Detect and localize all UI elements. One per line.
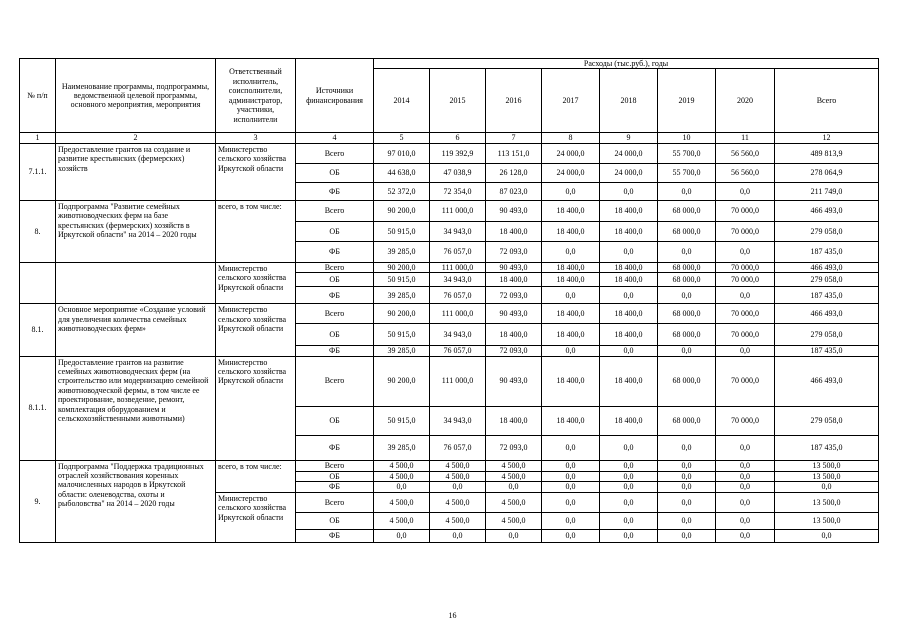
- amount-cell: 111 000,0: [430, 356, 486, 406]
- amount-cell: 44 638,0: [374, 163, 430, 182]
- header-no: № п/п: [20, 59, 56, 133]
- amount-cell: 111 000,0: [430, 262, 486, 272]
- col-number: 10: [658, 133, 716, 143]
- funding-source: ФБ: [296, 287, 374, 304]
- total-cell: 466 493,0: [775, 304, 879, 324]
- column-numbers-row: [20, 133, 879, 143]
- amount-cell: 76 057,0: [430, 346, 486, 356]
- amount-cell: 0,0: [542, 287, 600, 304]
- amount-cell: 34 943,0: [430, 221, 486, 241]
- total-cell: 279 058,0: [775, 324, 879, 346]
- amount-cell: 0,0: [542, 460, 600, 471]
- amount-cell: 0,0: [716, 460, 775, 471]
- amount-cell: 0,0: [542, 471, 600, 481]
- table-row: [20, 356, 879, 406]
- header-source: Источники финансирования: [296, 59, 374, 133]
- program-name: [56, 262, 216, 303]
- funding-source: ОБ: [296, 471, 374, 481]
- table-row: [20, 262, 879, 272]
- amount-cell: 4 500,0: [374, 460, 430, 471]
- funding-source: ОБ: [296, 513, 374, 530]
- amount-cell: 0,0: [716, 530, 775, 543]
- amount-cell: 76 057,0: [430, 241, 486, 262]
- program-name: Предоставление грантов на развитие семейных животноводческих ферм (на строительство или модернизацию семейной животноводческой фермы, в том числе ее проектирование, возведение, ремонт, комплектация оборудованием и сельскохозяйственными животными): [56, 356, 216, 460]
- total-cell: 466 493,0: [775, 200, 879, 221]
- col-number: 7: [486, 133, 542, 143]
- amount-cell: 4 500,0: [430, 471, 486, 481]
- header-year: 2019: [658, 69, 716, 133]
- amount-cell: 18 400,0: [600, 356, 658, 406]
- total-cell: 211 749,0: [775, 182, 879, 200]
- executor: Министерство сельского хозяйства Иркутской области: [216, 493, 296, 543]
- amount-cell: 18 400,0: [600, 262, 658, 272]
- amount-cell: 0,0: [430, 482, 486, 493]
- budget-table: [19, 58, 879, 543]
- amount-cell: 90 200,0: [374, 200, 430, 221]
- total-cell: 187 435,0: [775, 241, 879, 262]
- amount-cell: 18 400,0: [486, 406, 542, 435]
- col-number: 8: [542, 133, 600, 143]
- amount-cell: 68 000,0: [658, 324, 716, 346]
- funding-source: ФБ: [296, 530, 374, 543]
- amount-cell: 0,0: [716, 182, 775, 200]
- amount-cell: 90 493,0: [486, 262, 542, 272]
- amount-cell: 70 000,0: [716, 200, 775, 221]
- amount-cell: 70 000,0: [716, 273, 775, 287]
- amount-cell: 0,0: [542, 493, 600, 513]
- amount-cell: 0,0: [716, 241, 775, 262]
- amount-cell: 24 000,0: [542, 163, 600, 182]
- amount-cell: 56 560,0: [716, 163, 775, 182]
- amount-cell: 18 400,0: [542, 356, 600, 406]
- amount-cell: 0,0: [716, 435, 775, 460]
- amount-cell: 0,0: [658, 513, 716, 530]
- amount-cell: 0,0: [542, 530, 600, 543]
- funding-source: ОБ: [296, 221, 374, 241]
- funding-source: Всего: [296, 493, 374, 513]
- funding-source: ОБ: [296, 163, 374, 182]
- col-number: 9: [600, 133, 658, 143]
- amount-cell: 0,0: [658, 493, 716, 513]
- header-name: Наименование программы, подпрограммы, ведомственной целевой программы, основного мероприятия, мероприятия: [56, 59, 216, 133]
- amount-cell: 4 500,0: [486, 493, 542, 513]
- amount-cell: 18 400,0: [542, 406, 600, 435]
- amount-cell: 70 000,0: [716, 262, 775, 272]
- amount-cell: 70 000,0: [716, 324, 775, 346]
- amount-cell: 34 943,0: [430, 406, 486, 435]
- amount-cell: 18 400,0: [600, 324, 658, 346]
- table-row: [20, 143, 879, 163]
- total-cell: 466 493,0: [775, 262, 879, 272]
- amount-cell: 4 500,0: [374, 471, 430, 481]
- amount-cell: 0,0: [716, 287, 775, 304]
- total-cell: 13 500,0: [775, 460, 879, 471]
- amount-cell: 18 400,0: [542, 262, 600, 272]
- amount-cell: 55 700,0: [658, 143, 716, 163]
- col-number: 6: [430, 133, 486, 143]
- amount-cell: 68 000,0: [658, 200, 716, 221]
- funding-source: ФБ: [296, 346, 374, 356]
- amount-cell: 72 093,0: [486, 346, 542, 356]
- amount-cell: 18 400,0: [600, 200, 658, 221]
- amount-cell: 72 093,0: [486, 241, 542, 262]
- funding-source: ФБ: [296, 482, 374, 493]
- table-body: [20, 143, 879, 542]
- row-number: 9.: [20, 460, 56, 542]
- amount-cell: 39 285,0: [374, 287, 430, 304]
- header-year: 2017: [542, 69, 600, 133]
- row-number: 8.: [20, 200, 56, 262]
- executor: Министерство сельского хозяйства Иркутской области: [216, 143, 296, 200]
- amount-cell: 52 372,0: [374, 182, 430, 200]
- amount-cell: 90 200,0: [374, 304, 430, 324]
- amount-cell: 18 400,0: [542, 324, 600, 346]
- amount-cell: 68 000,0: [658, 356, 716, 406]
- amount-cell: 47 038,9: [430, 163, 486, 182]
- amount-cell: 70 000,0: [716, 304, 775, 324]
- total-cell: 279 058,0: [775, 221, 879, 241]
- header-executor: Ответственный исполнитель, соисполнители, администратор, участники, исполнители: [216, 59, 296, 133]
- funding-source: Всего: [296, 143, 374, 163]
- amount-cell: 50 915,0: [374, 324, 430, 346]
- amount-cell: 0,0: [658, 460, 716, 471]
- executor: Министерство сельского хозяйства Иркутской области: [216, 262, 296, 303]
- total-cell: 187 435,0: [775, 346, 879, 356]
- row-number: [20, 262, 56, 303]
- total-cell: 13 500,0: [775, 513, 879, 530]
- header-year: 2014: [374, 69, 430, 133]
- amount-cell: 111 000,0: [430, 304, 486, 324]
- amount-cell: 0,0: [542, 346, 600, 356]
- amount-cell: 18 400,0: [542, 200, 600, 221]
- amount-cell: 0,0: [600, 346, 658, 356]
- amount-cell: 18 400,0: [600, 406, 658, 435]
- total-cell: 489 813,9: [775, 143, 879, 163]
- funding-source: ФБ: [296, 435, 374, 460]
- amount-cell: 68 000,0: [658, 221, 716, 241]
- total-cell: 13 500,0: [775, 471, 879, 481]
- amount-cell: 18 400,0: [486, 324, 542, 346]
- header-year: 2018: [600, 69, 658, 133]
- amount-cell: 0,0: [658, 471, 716, 481]
- amount-cell: 0,0: [600, 435, 658, 460]
- amount-cell: 4 500,0: [486, 513, 542, 530]
- amount-cell: 0,0: [658, 287, 716, 304]
- row-number: 7.1.1.: [20, 143, 56, 200]
- amount-cell: 68 000,0: [658, 273, 716, 287]
- amount-cell: 0,0: [716, 493, 775, 513]
- funding-source: ФБ: [296, 182, 374, 200]
- amount-cell: 18 400,0: [542, 304, 600, 324]
- amount-cell: 70 000,0: [716, 406, 775, 435]
- amount-cell: 72 093,0: [486, 435, 542, 460]
- amount-cell: 0,0: [658, 482, 716, 493]
- amount-cell: 0,0: [600, 530, 658, 543]
- amount-cell: 18 400,0: [542, 221, 600, 241]
- amount-cell: 4 500,0: [374, 513, 430, 530]
- header-year: 2020: [716, 69, 775, 133]
- amount-cell: 26 128,0: [486, 163, 542, 182]
- amount-cell: 90 200,0: [374, 262, 430, 272]
- amount-cell: 0,0: [486, 530, 542, 543]
- amount-cell: 50 915,0: [374, 406, 430, 435]
- total-cell: 187 435,0: [775, 287, 879, 304]
- amount-cell: 0,0: [658, 241, 716, 262]
- amount-cell: 24 000,0: [600, 143, 658, 163]
- program-name: Основное мероприятие «Создание условий для увеличения количества семейных животноводческих ферм»: [56, 304, 216, 356]
- amount-cell: 4 500,0: [430, 460, 486, 471]
- amount-cell: 0,0: [600, 182, 658, 200]
- funding-source: Всего: [296, 356, 374, 406]
- table-row: [20, 304, 879, 324]
- amount-cell: 0,0: [600, 241, 658, 262]
- funding-source: ОБ: [296, 273, 374, 287]
- program-name: Предоставление грантов на создание и развитие крестьянских (фермерских) хозяйств: [56, 143, 216, 200]
- amount-cell: 72 093,0: [486, 287, 542, 304]
- amount-cell: 0,0: [542, 513, 600, 530]
- amount-cell: 68 000,0: [658, 406, 716, 435]
- amount-cell: 18 400,0: [600, 273, 658, 287]
- amount-cell: 76 057,0: [430, 287, 486, 304]
- amount-cell: 0,0: [374, 482, 430, 493]
- funding-source: Всего: [296, 304, 374, 324]
- amount-cell: 0,0: [658, 435, 716, 460]
- funding-source: ОБ: [296, 406, 374, 435]
- amount-cell: 70 000,0: [716, 221, 775, 241]
- col-number: 1: [20, 133, 56, 143]
- amount-cell: 0,0: [600, 482, 658, 493]
- amount-cell: 4 500,0: [430, 513, 486, 530]
- row-number: 8.1.: [20, 304, 56, 356]
- amount-cell: 90 493,0: [486, 356, 542, 406]
- amount-cell: 0,0: [374, 530, 430, 543]
- amount-cell: 119 392,9: [430, 143, 486, 163]
- amount-cell: 56 560,0: [716, 143, 775, 163]
- total-cell: 466 493,0: [775, 356, 879, 406]
- funding-source: ОБ: [296, 324, 374, 346]
- amount-cell: 0,0: [542, 482, 600, 493]
- col-number: 3: [216, 133, 296, 143]
- total-cell: 0,0: [775, 530, 879, 543]
- table-row: [20, 200, 879, 221]
- amount-cell: 0,0: [658, 182, 716, 200]
- page-number: 16: [448, 611, 457, 620]
- total-cell: 0,0: [775, 482, 879, 493]
- amount-cell: 90 200,0: [374, 356, 430, 406]
- total-cell: 187 435,0: [775, 435, 879, 460]
- amount-cell: 50 915,0: [374, 273, 430, 287]
- row-number: 8.1.1.: [20, 356, 56, 460]
- amount-cell: 39 285,0: [374, 241, 430, 262]
- amount-cell: 0,0: [716, 346, 775, 356]
- funding-source: Всего: [296, 200, 374, 221]
- amount-cell: 4 500,0: [486, 460, 542, 471]
- col-number: 5: [374, 133, 430, 143]
- amount-cell: 97 010,0: [374, 143, 430, 163]
- amount-cell: 72 354,0: [430, 182, 486, 200]
- amount-cell: 0,0: [716, 471, 775, 481]
- amount-cell: 0,0: [600, 513, 658, 530]
- amount-cell: 18 400,0: [600, 221, 658, 241]
- amount-cell: 0,0: [430, 530, 486, 543]
- amount-cell: 90 493,0: [486, 200, 542, 221]
- amount-cell: 0,0: [486, 482, 542, 493]
- amount-cell: 68 000,0: [658, 304, 716, 324]
- amount-cell: 39 285,0: [374, 435, 430, 460]
- program-name: Подпрограмма "Поддержка традиционных отраслей хозяйствования коренных малочисленных народов в Иркутской области: оленеводства, охоты и рыболовства" на 2014 – 2020 годы: [56, 460, 216, 542]
- amount-cell: 24 000,0: [600, 163, 658, 182]
- total-cell: 279 058,0: [775, 406, 879, 435]
- amount-cell: 111 000,0: [430, 200, 486, 221]
- col-number: 2: [56, 133, 216, 143]
- executor: Министерство сельского хозяйства Иркутской области: [216, 304, 296, 356]
- amount-cell: 0,0: [600, 471, 658, 481]
- header-year: 2016: [486, 69, 542, 133]
- program-name: Подпрограмма "Развитие семейных животноводческих ферм на базе крестьянских (фермерских) хозяйств в Иркутской области" на 2014 – 2020 годы: [56, 200, 216, 262]
- header-total: Всего: [775, 69, 879, 133]
- amount-cell: 0,0: [542, 182, 600, 200]
- amount-cell: 18 400,0: [486, 221, 542, 241]
- total-cell: 279 058,0: [775, 273, 879, 287]
- amount-cell: 0,0: [600, 460, 658, 471]
- amount-cell: 55 700,0: [658, 163, 716, 182]
- col-number: 11: [716, 133, 775, 143]
- amount-cell: 4 500,0: [430, 493, 486, 513]
- amount-cell: 90 493,0: [486, 304, 542, 324]
- amount-cell: 50 915,0: [374, 221, 430, 241]
- funding-source: ФБ: [296, 241, 374, 262]
- amount-cell: 0,0: [658, 530, 716, 543]
- amount-cell: 24 000,0: [542, 143, 600, 163]
- amount-cell: 113 151,0: [486, 143, 542, 163]
- amount-cell: 87 023,0: [486, 182, 542, 200]
- amount-cell: 34 943,0: [430, 273, 486, 287]
- amount-cell: 68 000,0: [658, 262, 716, 272]
- amount-cell: 39 285,0: [374, 346, 430, 356]
- amount-cell: 0,0: [716, 482, 775, 493]
- amount-cell: 0,0: [658, 346, 716, 356]
- amount-cell: 0,0: [542, 241, 600, 262]
- header-year: 2015: [430, 69, 486, 133]
- col-number: 4: [296, 133, 374, 143]
- amount-cell: 0,0: [542, 435, 600, 460]
- executor: Министерство сельского хозяйства Иркутской области: [216, 356, 296, 460]
- amount-cell: 70 000,0: [716, 356, 775, 406]
- executor: всего, в том числе:: [216, 200, 296, 262]
- amount-cell: 0,0: [716, 513, 775, 530]
- amount-cell: 18 400,0: [542, 273, 600, 287]
- funding-source: Всего: [296, 262, 374, 272]
- amount-cell: 0,0: [600, 287, 658, 304]
- total-cell: 13 500,0: [775, 493, 879, 513]
- amount-cell: 34 943,0: [430, 324, 486, 346]
- amount-cell: 4 500,0: [374, 493, 430, 513]
- executor: всего, в том числе:: [216, 460, 296, 492]
- funding-source: Всего: [296, 460, 374, 471]
- header-expenses: Расходы (тыс.руб.), годы: [374, 59, 879, 69]
- amount-cell: 18 400,0: [600, 304, 658, 324]
- amount-cell: 4 500,0: [486, 471, 542, 481]
- amount-cell: 0,0: [600, 493, 658, 513]
- amount-cell: 18 400,0: [486, 273, 542, 287]
- col-number: 12: [775, 133, 879, 143]
- amount-cell: 76 057,0: [430, 435, 486, 460]
- total-cell: 278 064,9: [775, 163, 879, 182]
- table-row: [20, 460, 879, 471]
